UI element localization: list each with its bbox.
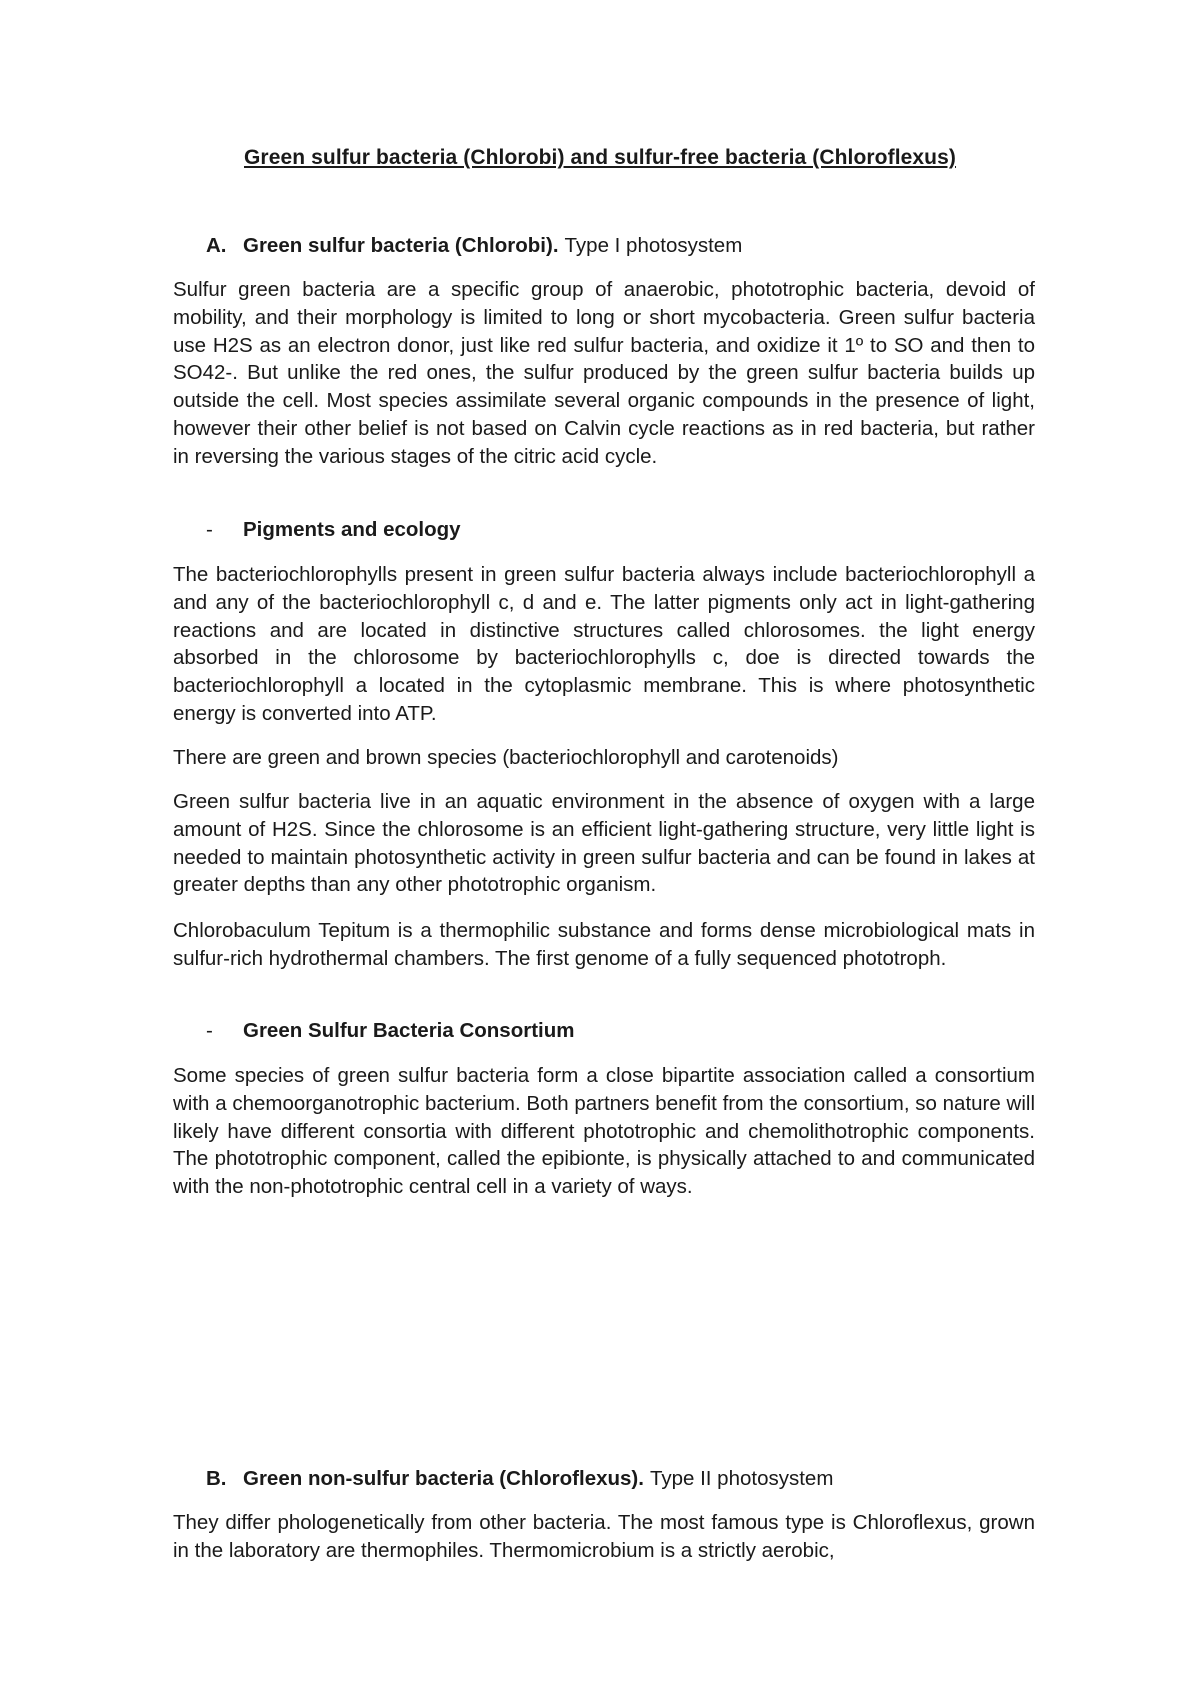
section-a-marker: A.	[206, 234, 227, 257]
pigments-heading	[173, 516, 1035, 544]
section-b-heading-normal: Type II photosystem	[649, 1467, 834, 1490]
section-a-heading-bold: Green sulfur bacteria (Chlorobi).	[243, 234, 559, 257]
section-a-heading-normal: Type I photosystem	[564, 234, 743, 257]
section-b-marker: B.	[206, 1467, 227, 1490]
pigments-bullet: -	[206, 518, 213, 541]
section-b-heading	[173, 1465, 1035, 1493]
section-a-intro: Sulfur green bacteria are a specific group of anaerobic, phototrophic bacteria, devoid of mobility, and their morphology is limited to long or short mycobacteria. Green sulfur bacteria use H2S as an electron donor, just like red sulfur bacteria, and oxidize it 1º to SO and then to SO42-. But unlike the red ones, the sulfur produced by the green sulfur bacteria builds up outside the cell. Most species assimilate several organic compounds in the presence of light, however their other belief is not based on Calvin cycle reactions as in red bacteria, but rather in reversing the various stages of the citric acid cycle.	[173, 278, 1035, 468]
section-b-intro: They differ phologenetically from other bacteria. The most famous type is Chloroflexus, grown in the laboratory are thermophiles. Thermomicrobium is a strictly aerobic,	[173, 1511, 1035, 1562]
pigments-paragraph-4: Chlorobaculum Tepitum is a thermophilic substance and forms dense microbiological mats in sulfur-rich hydrothermal chambers. The first genome of a fully sequenced phototroph.	[173, 919, 1035, 970]
consortium-heading-text: Green Sulfur Bacteria Consortium	[243, 1019, 575, 1042]
section-a-heading	[173, 232, 1035, 260]
pigments-paragraph-3: Green sulfur bacteria live in an aquatic environment in the absence of oxygen with a large amount of H2S. Since the chlorosome is an efficient light-gathering structure, very little light is needed to maintain photosynthetic activity in green sulfur bacteria and can be found in lakes at greater depths than any other phototrophic organism.	[173, 790, 1035, 897]
consortium-paragraph-1: Some species of green sulfur bacteria form a close bipartite association called a consortium with a chemoorganotrophic bacterium. Both partners benefit from the consortium, so nature will likely have different consortia with different phototrophic and chemolithotrophic components. The phototrophic component, called the epibionte, is physically attached to and communicated with the non-phototrophic central cell in a variety of ways.	[173, 1064, 1035, 1199]
section-b-heading-bold: Green non-sulfur bacteria (Chloroflexus).	[243, 1467, 644, 1490]
pigments-paragraph-1: The bacteriochlorophylls present in green sulfur bacteria always include bacteriochlorophyll a and any of the bacteriochlorophyll c, d and e. The latter pigments only act in light-gathering reactions and are located in distinctive structures called chlorosomes. the light energy absorbed in the chlorosome by bacteriochlorophylls c, doe is directed towards the bacteriochlorophyll a located in the cytoplasmic membrane. This is where photosynthetic energy is converted into ATP.	[173, 563, 1035, 725]
consortium-heading	[173, 1017, 1035, 1045]
pigments-heading-text: Pigments and ecology	[243, 518, 461, 541]
pigments-paragraph-2: There are green and brown species (bacteriochlorophyll and carotenoids)	[173, 746, 839, 769]
consortium-bullet: -	[206, 1019, 213, 1042]
document-title: Green sulfur bacteria (Chlorobi) and sulfur-free bacteria (Chloroflexus)	[244, 146, 956, 169]
